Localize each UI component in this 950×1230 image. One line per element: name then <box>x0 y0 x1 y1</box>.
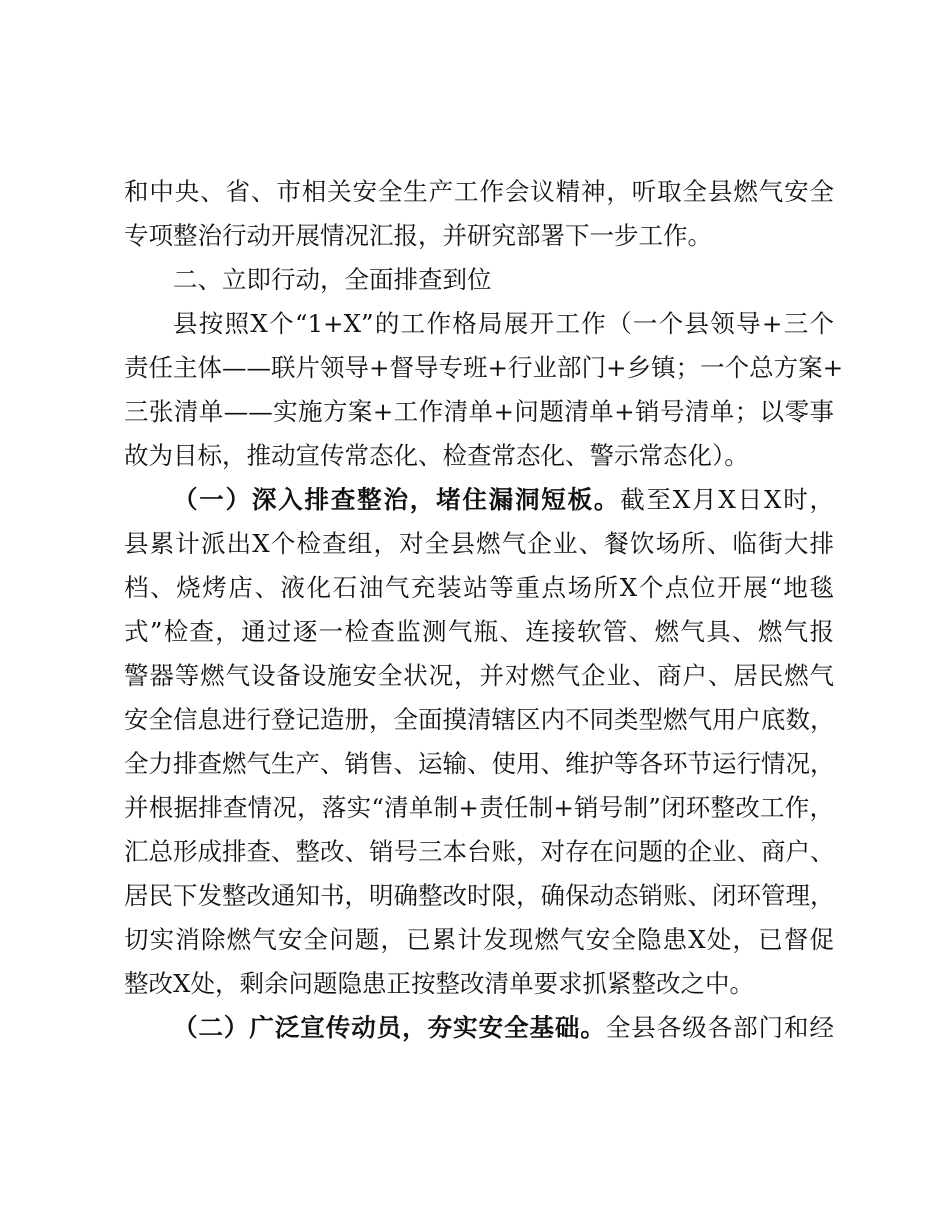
document-body <box>124 170 844 1050</box>
text-line <box>124 1006 834 1050</box>
subsection-title: （一）深入排查整治，堵住漏洞短板。 <box>173 485 621 514</box>
paragraph-intro <box>124 170 834 258</box>
text-run: 全县各级各部门和经 <box>605 1013 835 1042</box>
text-line: 并根据排查情况，落实“清单制+责任制+销号制”闭环整改工作， <box>124 793 834 822</box>
text-line: 县按照X个“1+X”的工作格局展开工作（一个县领导+三个 <box>173 309 834 338</box>
text-line: 居民下发整改通知书，明确整改时限，确保动态销账、闭环管理， <box>124 881 835 910</box>
subsection-title: （二）广泛宣传动员，夯实安全基础。 <box>173 1013 606 1042</box>
text-line: 全力排查燃气生产、销售、运输、使用、维护等各环节运行情况， <box>124 749 835 778</box>
text-line: 档、烧烤店、液化石油气充装站等重点场所X个点位开展“地毯 <box>124 573 834 602</box>
text-line <box>124 478 834 522</box>
text-line: 式”检查，通过逐一检查监测气瓶、连接软管、燃气具、燃气报 <box>124 617 834 646</box>
text-line: 县累计派出X个检查组，对全县燃气企业、餐饮场所、临街大排 <box>124 529 834 558</box>
text-run: 截至X月X日X时， <box>620 485 834 514</box>
text-line: 责任主体——联片领导+督导专班+行业部门+乡镇；一个总方案+ <box>124 353 844 382</box>
text-line: 故为目标，推动宣传常态化、检查常态化、警示常态化）。 <box>124 441 749 470</box>
text-line: 和中央、省、市相关安全生产工作会议精神，听取全县燃气安全 <box>124 177 834 206</box>
paragraph-work-layout <box>124 302 844 478</box>
paragraph-subsection-1 <box>124 478 834 1006</box>
text-line: 专项整治行动开展情况汇报，并研究部署下一步工作。 <box>124 221 712 250</box>
text-line: 汇总形成排查、整改、销号三本台账，对存在问题的企业、商户、 <box>124 837 835 866</box>
section-heading: 二、立即行动，全面排查到位 <box>173 265 492 294</box>
text-line: 整改X处，剩余问题隐患正按整改清单要求抓紧整改之中。 <box>124 969 754 998</box>
text-line: 警器等燃气设备设施安全状况，并对燃气企业、商户、居民燃气 <box>124 661 834 690</box>
text-line: 切实消除燃气安全问题，已累计发现燃气安全隐患X处，已督促 <box>124 925 834 954</box>
text-line: 三张清单——实施方案+工作清单+问题清单+销号清单；以零事 <box>124 397 834 426</box>
paragraph-subsection-2 <box>124 1006 834 1050</box>
text-line: 安全信息进行登记造册，全面摸清辖区内不同类型燃气用户底数， <box>124 705 835 734</box>
